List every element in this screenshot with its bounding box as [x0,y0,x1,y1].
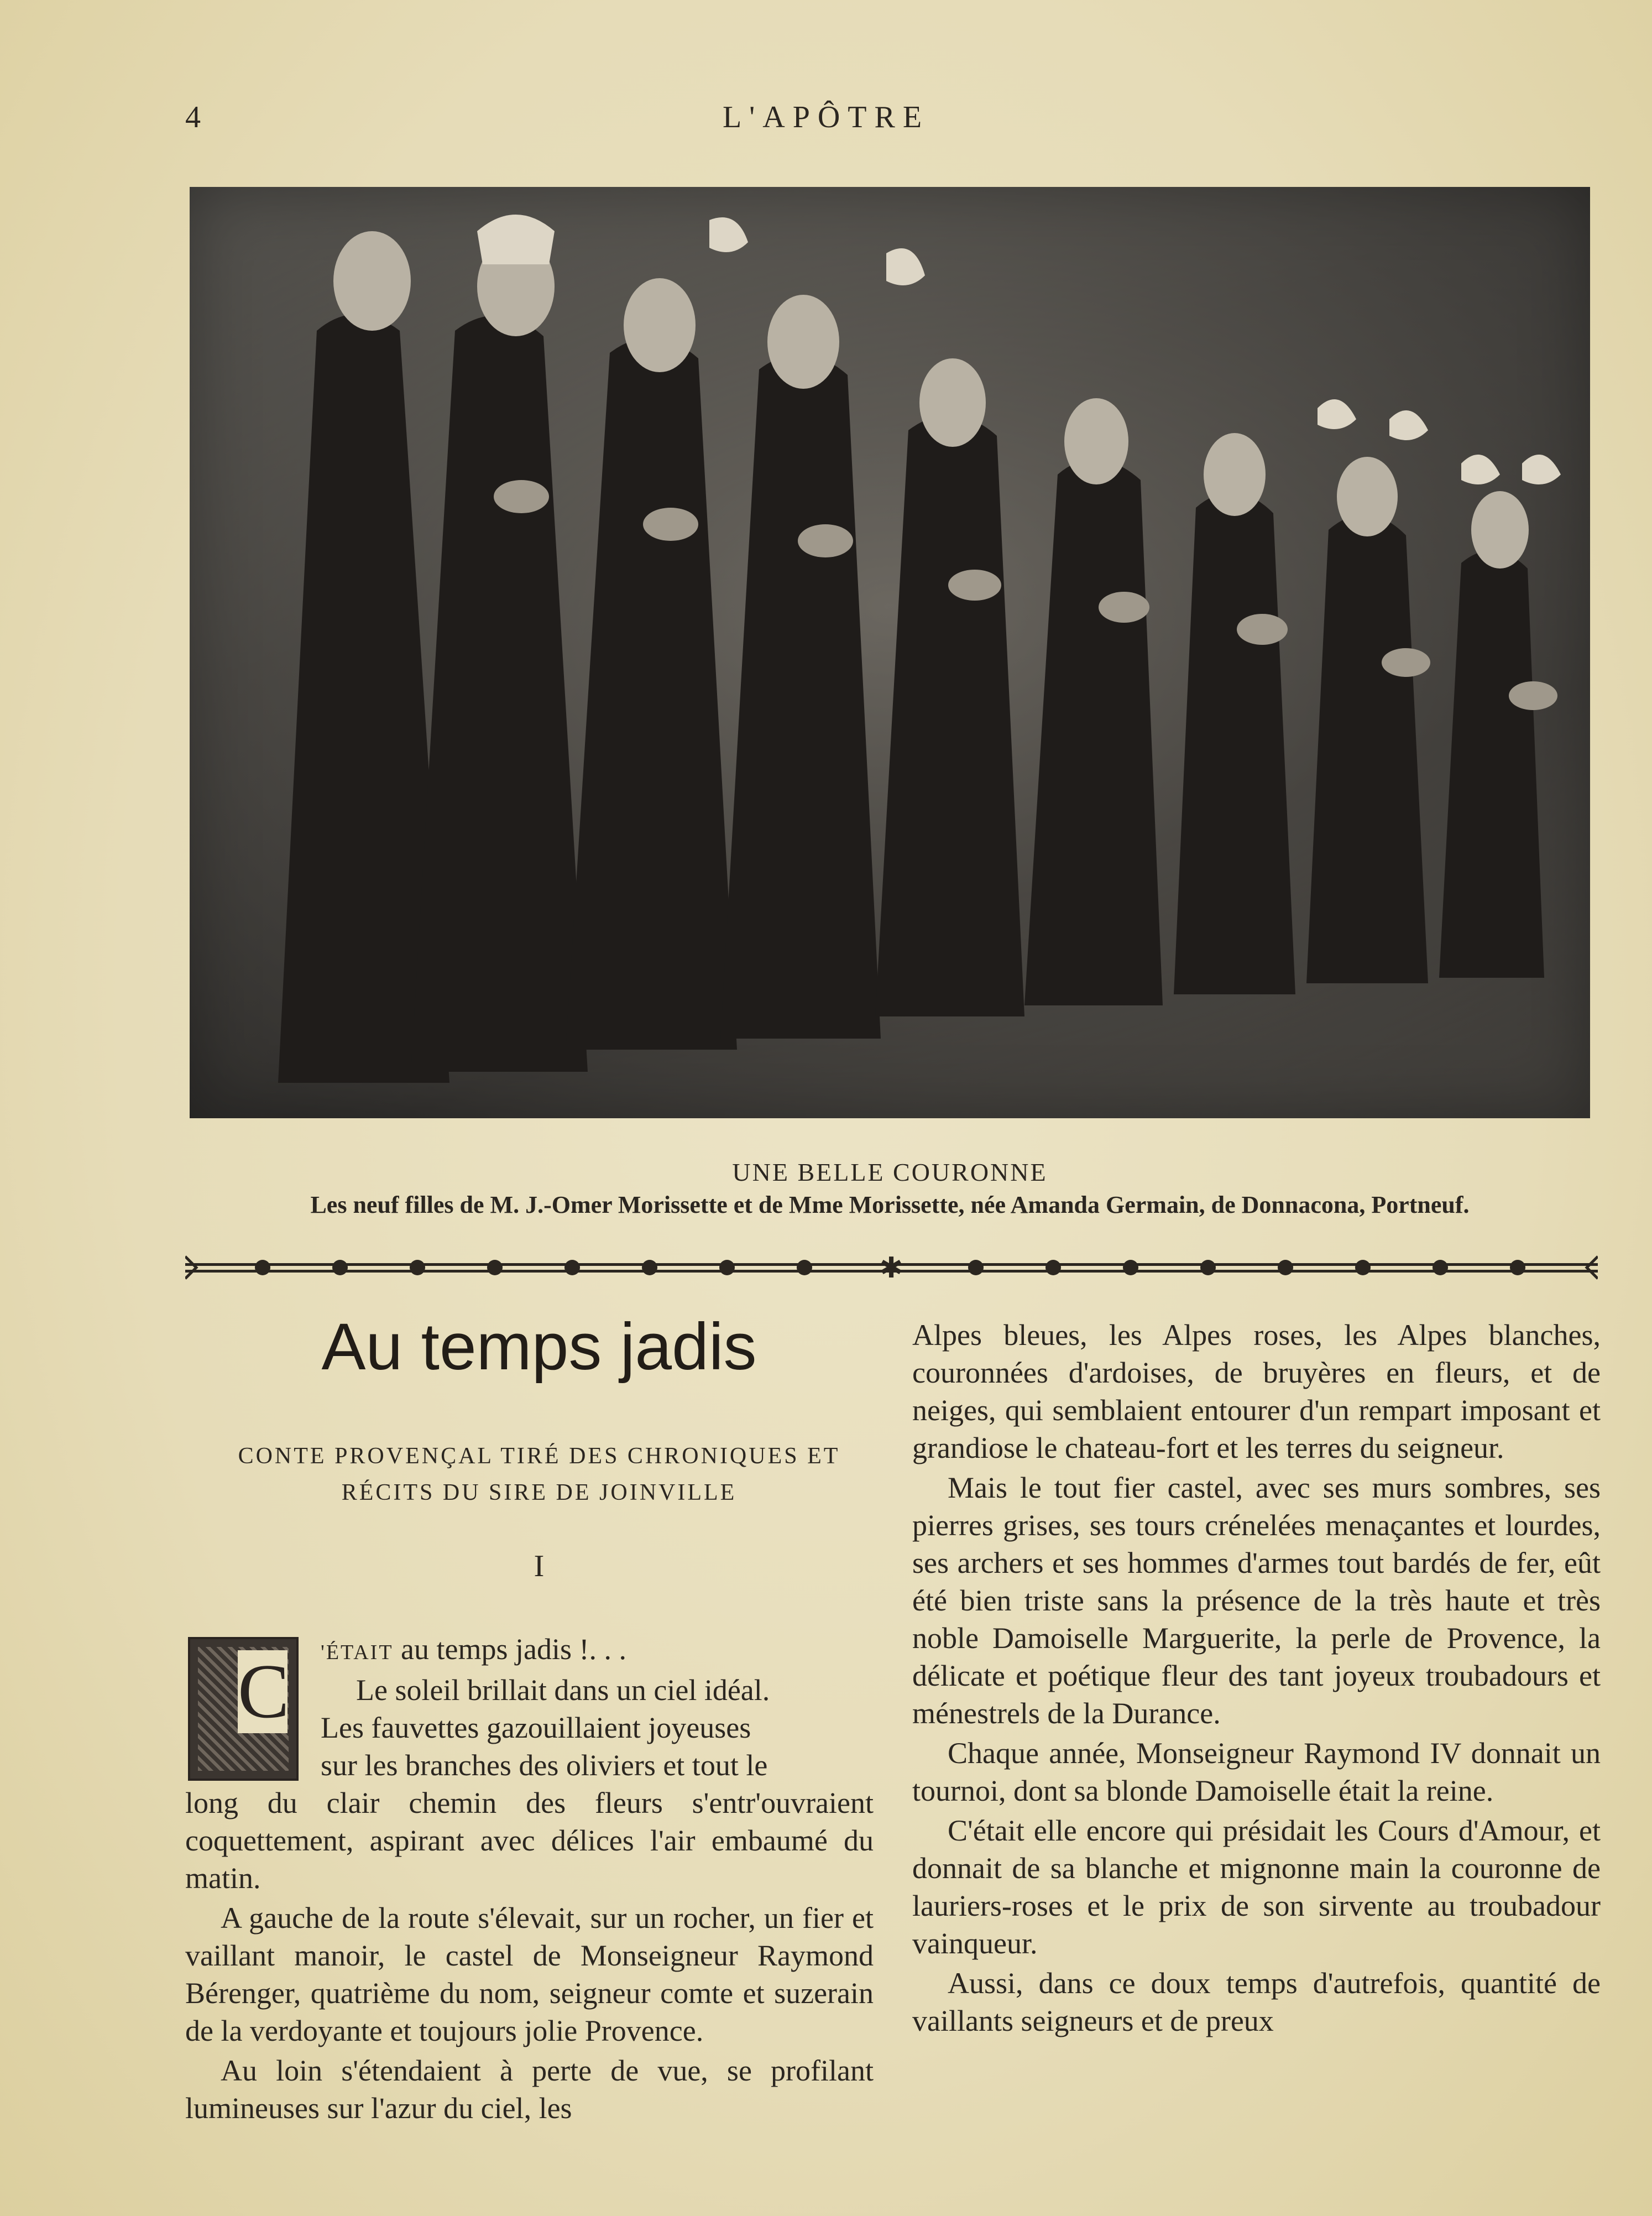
right-paragraph-3: Chaque année, Monseigneur Raymond IV donnait un tournoi, dont sa blonde Damoiselle était la reine. [912,1737,1601,1807]
subtitle-line-1: CONTE PROVENÇAL TIRÉ DES CHRONIQUES ET [238,1443,840,1469]
right-paragraph-5: Aussi, dans ce doux temps d'autrefois, quantité de vaillants seigneurs et de preux [912,1967,1601,2037]
section-number: I [534,1549,545,1583]
photo-caption [190,1156,1590,1221]
article-subtitle [185,1438,893,1511]
opening-rest: au temps jadis !. . . [393,1633,626,1666]
photograph [190,187,1590,1118]
subtitle-line-2: RÉCITS DU SIRE DE JOINVILLE [341,1480,737,1505]
caption-title: UNE BELLE COURONNE [732,1158,1048,1186]
right-column [912,1316,1601,2040]
p1-line-3: Les fauvettes gazouillaient joyeuses [321,1711,751,1744]
running-title: L'APÔTRE [722,100,930,134]
p1-line-2: Le soleil brillait dans un ciel idéal. [356,1673,770,1707]
p1-line-4: sur les branches des oliviers et tout le [321,1749,768,1782]
right-paragraph-1: Alpes bleues, les Alpes roses, les Alpes blanches, couronnées d'ardoises, de bruyères en fleurs, et de neiges, qui semblaient entourer d'un rempart imposant et grandiose le chateau-fort et les terres du seigneur. [912,1318,1601,1464]
p1-rest: long du clair chemin des fleurs s'entr'ouvraient coquettement, aspirant avec délices l'air embaumé du matin. [185,1786,874,1895]
page-header [0,100,1652,144]
paragraph-2: A gauche de la route s'élevait, sur un rocher, un fier et vaillant manoir, le castel de Monseigneur Raymond Bérenger, quatrième du nom, seigneur comte et suzerain de la verdoyante et toujours jolie Provence. [185,1901,874,2047]
svg-text:✱: ✱ [879,1252,903,1284]
left-column [185,1630,874,2127]
caption-text: Les neuf filles de M. J.-Omer Morissette et de Mme Morissette, née Amanda Germain, de Donnacona, Portneuf. [310,1191,1470,1218]
right-paragraph-4: C'était elle encore qui présidait les Cours d'Amour, et donnait de sa blanche et mignonne main la couronne de lauriers-roses et le prix de son sirvente au troubadour vainqueur. [912,1814,1601,1960]
opening-line [185,1630,874,1671]
article-title: Au temps jadis [321,1310,757,1384]
opening-smallcaps: 'ÉTAIT [321,1641,394,1664]
photograph-nine-girls-icon [190,187,1590,1118]
page-number: 4 [185,100,201,134]
paragraph-3: Au loin s'étendaient à perte de vue, se profilant lumineuses sur l'azur du ciel, les [185,2054,874,2125]
right-paragraph-2: Mais le tout fier castel, avec ses murs sombres, ses pierres grises, ses tours crénelées menaçantes et lourdes, ses archers et ses hommes d'armes tout bardés de fer, eût été bien triste sans la présence de la très haute et très noble Damoiselle Marguerite, la perle de Provence, la délicate et poétique fleur des tant joyeux troubadours et ménestrels de la Durance. [912,1471,1601,1730]
ornamental-divider-icon [185,1251,1598,1284]
dropcap-letter: C [238,1649,290,1734]
